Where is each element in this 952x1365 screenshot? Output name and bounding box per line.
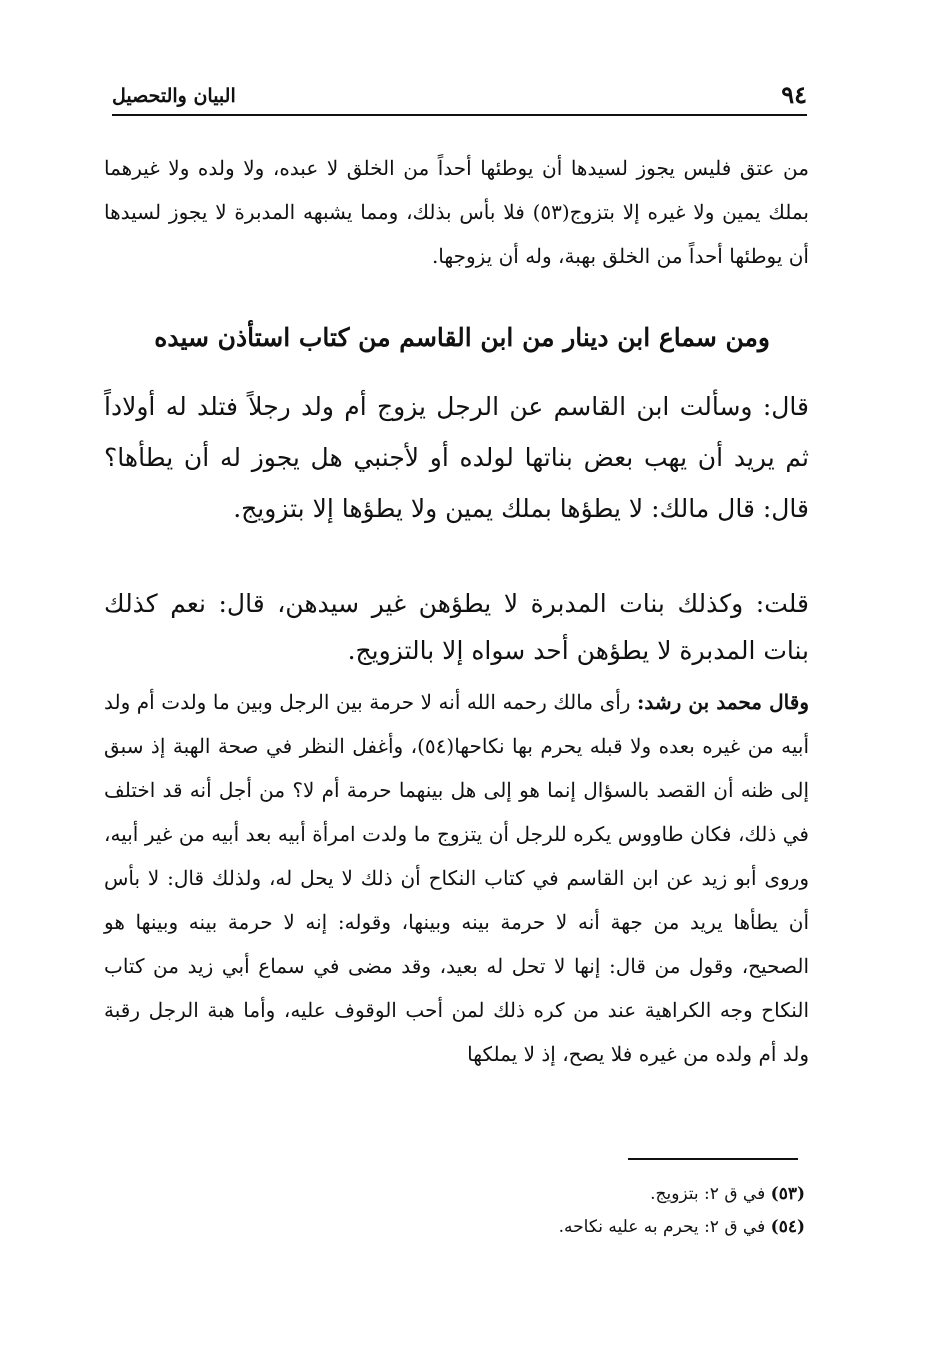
paragraph-4 <box>104 680 809 1076</box>
footnote-text: في ق ٢: يحرم به عليه نكاحه. <box>558 1217 766 1237</box>
footnote-number: (٥٤) <box>770 1217 805 1237</box>
paragraph-3: قلت: وكذلك بنات المدبرة لا يطؤهن غير سيدهن، قال: نعم كذلك بنات المدبرة لا يطؤهن أحد سواه إلا بالتزويج. <box>104 589 809 665</box>
footnote-53 <box>500 1180 805 1208</box>
paragraph-4-text: رأى مالك رحمه الله أنه لا حرمة بين الرجل وبين ما ولدت أم ولد أبيه من غيره بعده ولا قبله يحرم بها نكاحها(٥٤)، وأغفل النظر في صحة الهبة إذ سبق إلى ظنه أن القصد بالسؤال إنما هو إلى هل بينهما حرمة أم لا؟ من أجل أنه قد اختلف في ذلك، فكان طاووس يكره للرجل أن يتزوج ما ولدت امرأة أبيه بعد أبيه من غير أبيه، وروى أبو زيد عن ابن القاسم في كتاب النكاح أن ذلك لا يحل له، ولذلك قال: لا بأس أن يطأها يريد من جهة أنه لا حرمة بينه وبينها، وقوله: إنه لا حرمة بينه وبينها هو الصحيح، وقول من قال: إنها لا تحل له بعيد، وقد مضى في سماع أبي زيد من كتاب النكاح وجه الكراهية عند من كره ذلك لمن أحب الوقوف عليه، وأما هبة الرجل رقبة ولد أم ولده من غيره فلا يصح، إذ لا يملكها <box>104 690 809 1066</box>
footnote-54 <box>500 1213 805 1241</box>
page-number: ٩٤ <box>781 80 807 109</box>
footnote-text: في ق ٢: بتزويج. <box>650 1184 766 1204</box>
paragraph-2: قال: وسألت ابن القاسم عن الرجل يزوج أم ولد رجلاً فتلد له أولاداً ثم يريد أن يهب بعض بناتها لولده أو لأجنبي هل يجوز له أن يطأها؟ قال: قال مالك: لا يطؤها بملك يمين ولا يطؤها إلا بتزويج. <box>104 392 809 523</box>
page-header <box>112 80 807 116</box>
paragraph-1: من عتق فليس يجوز لسيدها أن يوطئها أحداً من الخلق لا عبده، ولا ولده ولا غيرهما بملك يمين ولا غيره إلا بتزوج(٥٣) فلا بأس بذلك، ومما يشبهه المدبرة لا يجوز لسيدها أن يوطئها أحداً من الخلق بهبة، وله أن يزوجها. <box>104 156 809 268</box>
footnote-separator <box>628 1158 798 1160</box>
speaker-label: وقال محمد بن رشد: <box>636 690 809 714</box>
footnote-number: (٥٣) <box>770 1184 805 1204</box>
section-heading: ومن سماع ابن دينار من ابن القاسم من كتاب استأذن سيده <box>154 323 770 352</box>
running-title: البيان والتحصيل <box>112 85 236 107</box>
